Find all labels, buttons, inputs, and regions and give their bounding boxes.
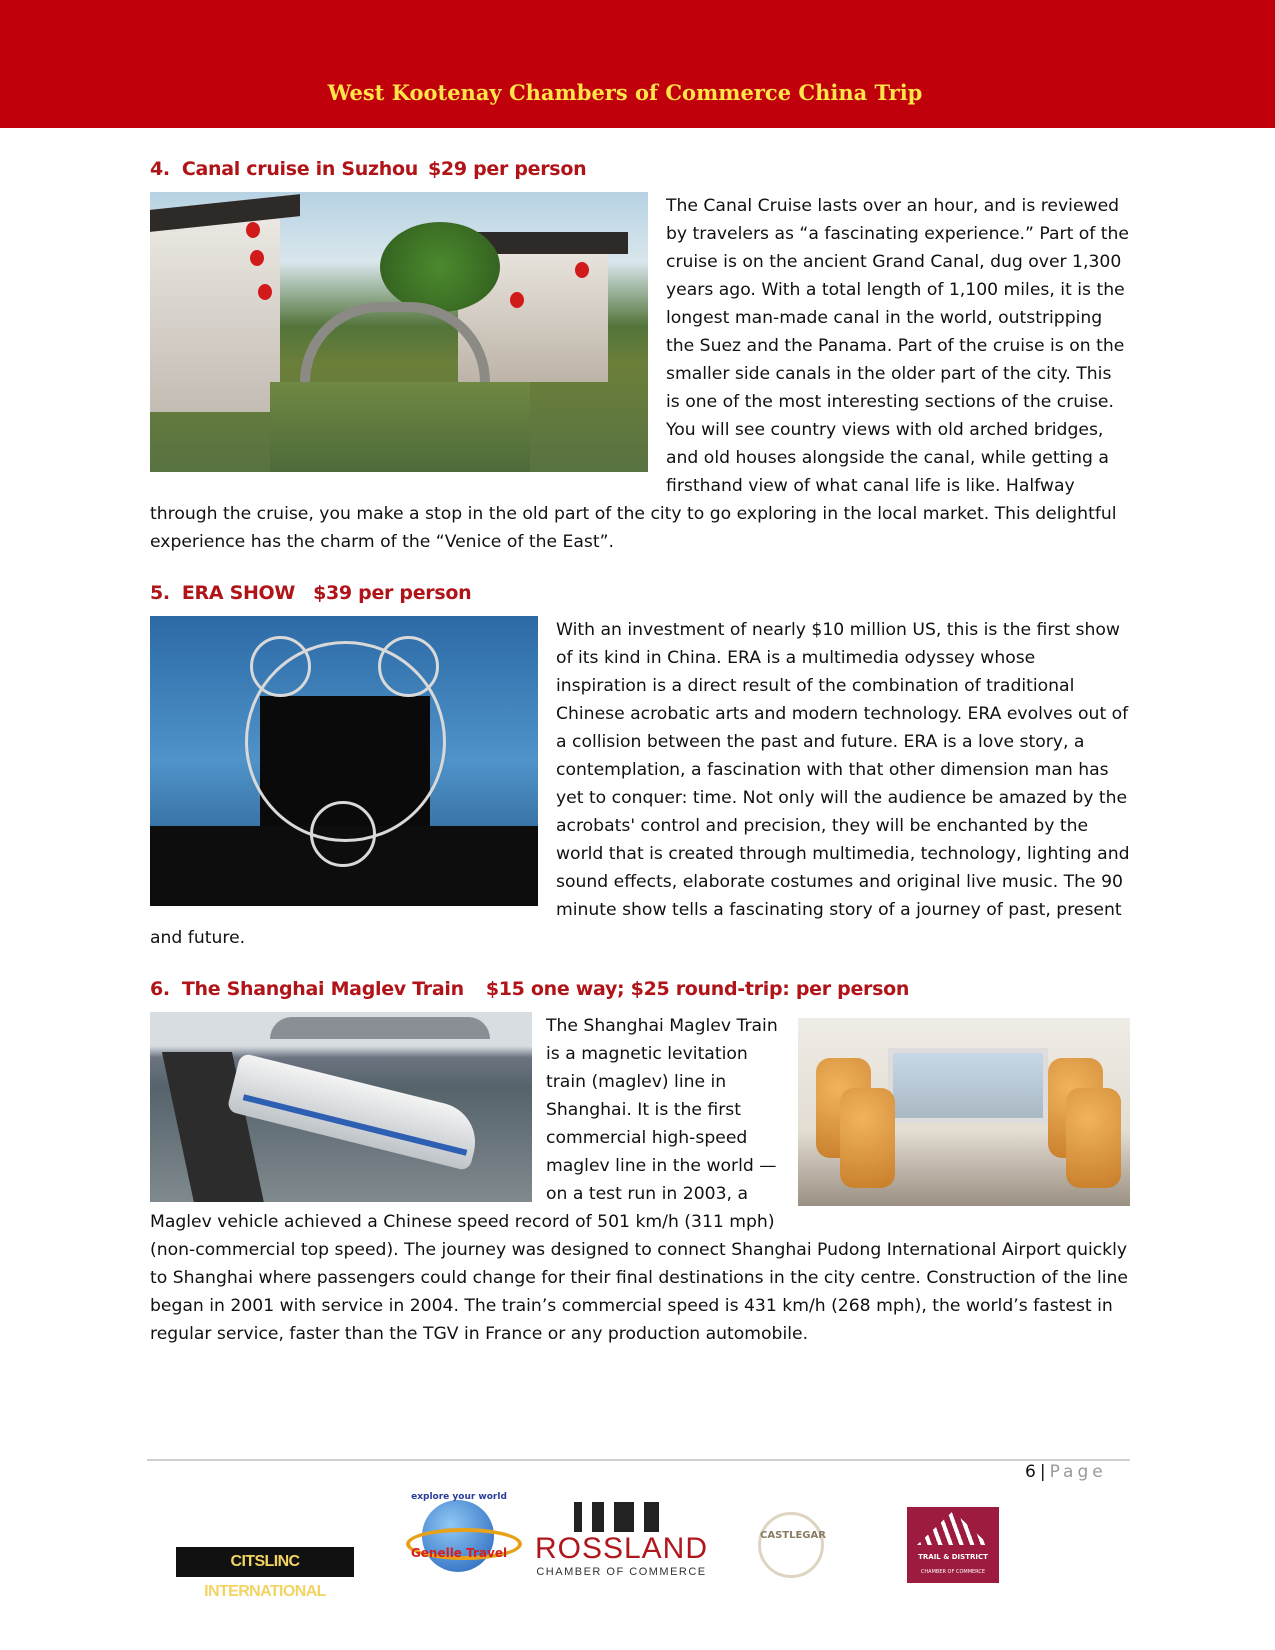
section-price: $15 one way; $25 round-trip: per person <box>485 978 910 1000</box>
photo-detail <box>246 222 260 238</box>
section-text: With an investment of nearly $10 million US, this is the first show of its kind in China. ERA is a multimedia odyssey whose inspiration is a direct result of the combination of traditional Chinese acrobatic arts and modern technology. ERA evolves out of a collision between the past and future. ERA is a love story, a contemplation, a fascination with that other dimension man has yet to conquer: time. Not only will the audience be amazed by the acrobats' control and precision, they will be enchanted by the world that is created through multimedia, technology, lighting and sound effects, elaborate costumes and original live music. The 90 minute show tells a fascinating story of a journey of past, present and future. <box>150 620 1130 948</box>
genelle-name: Genelle Travel <box>410 1546 508 1560</box>
section-body <box>150 1012 1130 1348</box>
page-header-title: West Kootenay Chambers of Commerce China Trip <box>327 80 923 105</box>
maglev-train-photo <box>150 1012 532 1202</box>
photo-detail <box>888 1048 1048 1123</box>
section-number: 4. <box>150 158 170 180</box>
section-body <box>150 616 1130 952</box>
photo-detail <box>310 801 376 867</box>
section-title: ERA SHOW <box>181 582 296 604</box>
rossland-name: ROSSLAND <box>534 1532 709 1565</box>
photo-detail <box>150 212 280 412</box>
section-text: The Shanghai Maglev Train is a magnetic levitation train (maglev) line in Shanghai. It is the first commercial high-speed maglev line in the world — on a test run in 2003, a Maglev vehicle achieved a Chinese speed record of 501 km/h (311 mph) (non-commercial top speed). The journey was designed to connect Shanghai Pudong International Airport quickly to Shanghai where passengers could change for their final destinations in the city centre. Construction of the line began in 2001 with service in 2004. The train’s commercial speed is 431 km/h (268 mph), the world’s fastest in regular service, faster than the TGV in France or any production automobile. <box>150 1016 1128 1344</box>
section-price: $39 per person <box>313 582 472 604</box>
section-heading <box>150 978 1130 1000</box>
photo-detail <box>270 1017 490 1039</box>
rossland-sub: CHAMBER OF COMMERCE <box>536 1566 707 1578</box>
section-era-show <box>150 582 1130 952</box>
photo-detail <box>250 636 311 697</box>
canal-photo <box>150 192 648 472</box>
section-text: The Canal Cruise lasts over an hour, and is reviewed by travelers as “a fascinating experience.” Part of the cruise is on the ancient Grand Canal, dug over 1,300 years ago. With a total length of 1,100 miles, it is the longest man-made canal in the world, outstripping the Suez and the Panama. Part of the cruise is on the smaller side canals in the older part of the city. This is one of the most interesting sections of the cruise. You will see country views with old arched bridges, and old houses alongside the canal, while getting a firsthand view of what canal life is like. Halfway through the cruise, you make a stop in the old part of the city to go exploring in the local market. This delightful experience has the charm of the “Venice of the East”. <box>150 196 1130 552</box>
photo-detail <box>226 1053 483 1172</box>
content <box>150 148 1130 1374</box>
trail-sub: CHAMBER OF COMMERCE <box>920 1569 986 1575</box>
section-title: Canal cruise in Suzhou <box>181 158 418 180</box>
page-number-separator: | <box>1039 1462 1046 1482</box>
train-interior-photo <box>798 1018 1130 1206</box>
photo-detail <box>258 284 272 300</box>
genelle-tagline: explore your world <box>411 1492 507 1502</box>
section-body <box>150 192 1130 556</box>
page-word: Page <box>1049 1462 1107 1482</box>
section-maglev-train <box>150 978 1130 1348</box>
photo-detail <box>510 292 524 308</box>
genelle-travel-logo <box>400 1492 518 1584</box>
castlegar-chamber-logo <box>752 1504 844 1574</box>
section-heading <box>150 158 1130 180</box>
photo-detail <box>378 636 439 697</box>
header-band <box>0 0 1275 128</box>
section-number: 6. <box>150 978 170 1000</box>
mountain-rays-icon <box>917 1511 989 1545</box>
rossland-chamber-logo <box>534 1502 709 1582</box>
castlegar-name: CASTLEGAR <box>760 1530 826 1541</box>
page-number <box>1025 1462 1107 1482</box>
circle-emblem-icon <box>758 1512 824 1578</box>
section-price: $29 per person <box>428 158 587 180</box>
photo-detail <box>380 222 500 312</box>
section-heading <box>150 582 1130 604</box>
photo-detail <box>840 1088 895 1188</box>
trail-chamber-logo <box>907 1507 999 1583</box>
photo-detail <box>270 382 530 472</box>
photo-detail <box>575 262 589 278</box>
section-canal-cruise <box>150 158 1130 556</box>
section-title: The Shanghai Maglev Train <box>181 978 464 1000</box>
footer-rule <box>147 1459 1130 1461</box>
photo-detail <box>1066 1088 1121 1188</box>
era-show-photo <box>150 616 538 906</box>
skyline-icon <box>574 1502 674 1532</box>
trail-name: TRAIL & DISTRICT <box>918 1553 988 1561</box>
section-number: 5. <box>150 582 170 604</box>
page-number-value: 6 <box>1025 1462 1036 1482</box>
photo-detail <box>250 250 264 266</box>
citslinc-logo: CITSLINC INTERNATIONAL <box>176 1547 354 1577</box>
